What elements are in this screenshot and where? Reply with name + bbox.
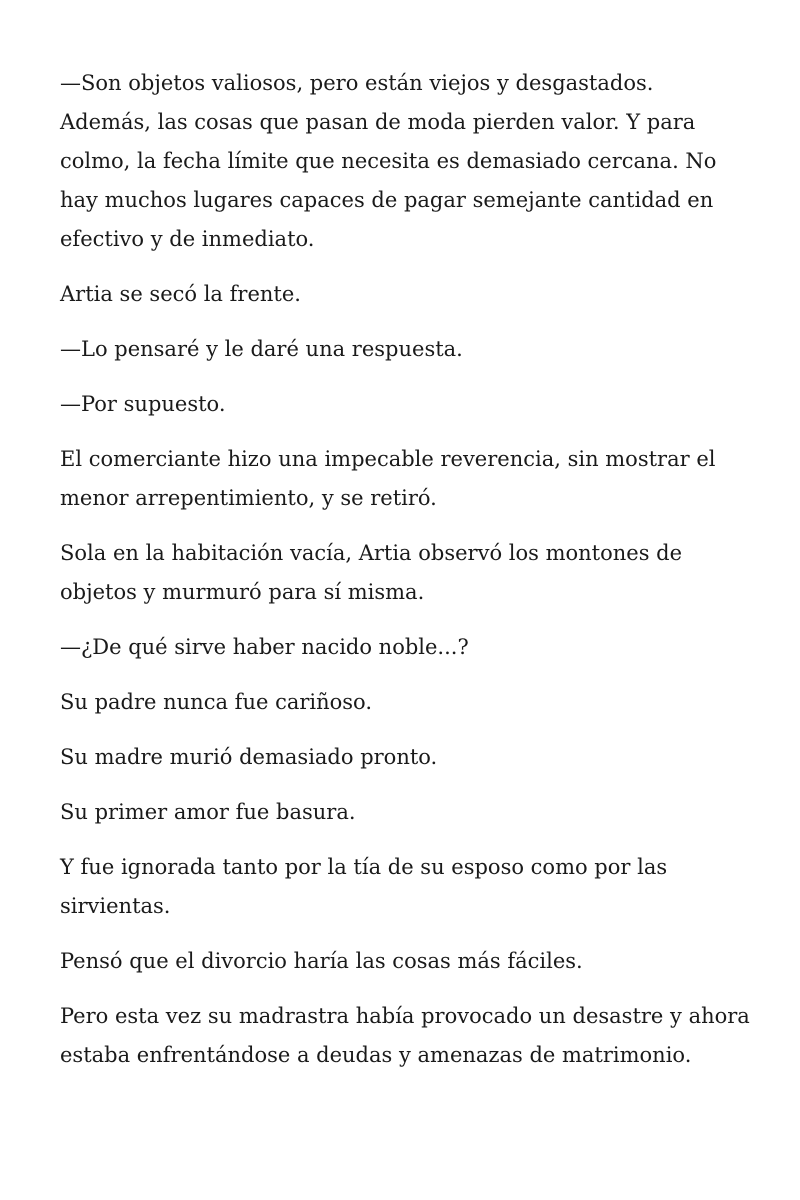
paragraph: El comerciante hizo una impecable reverencia, sin mostrar el menor arrepentimiento, y se retiró.: [60, 447, 716, 510]
paragraph: Artia se secó la frente.: [60, 282, 301, 306]
document-page: [60, 64, 750, 1091]
paragraph: —¿De qué sirve haber nacido noble...?: [60, 635, 469, 659]
paragraph: Sola en la habitación vacía, Artia observó los montones de objetos y murmuró para sí misma.: [60, 541, 683, 604]
paragraph: Su padre nunca fue cariñoso.: [60, 690, 372, 714]
paragraph: —Son objetos valiosos, pero están viejos y desgastados. Además, las cosas que pasan de moda pierden valor. Y para colmo, la fecha límite que necesita es demasiado cercana. No hay muchos lugares capaces de pagar semejante cantidad en efectivo y de inmediato.: [60, 71, 717, 251]
paragraph: Su primer amor fue basura.: [60, 800, 356, 824]
paragraph: Y fue ignorada tanto por la tía de su esposo como por las sirvientas.: [60, 855, 668, 918]
paragraph: —Lo pensaré y le daré una respuesta.: [60, 337, 463, 361]
paragraph: Pero esta vez su madrastra había provocado un desastre y ahora estaba enfrentándose a deudas y amenazas de matrimonio.: [60, 1004, 750, 1067]
paragraph: Su madre murió demasiado pronto.: [60, 745, 438, 769]
paragraph: —Por supuesto.: [60, 392, 226, 416]
paragraph: Pensó que el divorcio haría las cosas más fáciles.: [60, 949, 583, 973]
